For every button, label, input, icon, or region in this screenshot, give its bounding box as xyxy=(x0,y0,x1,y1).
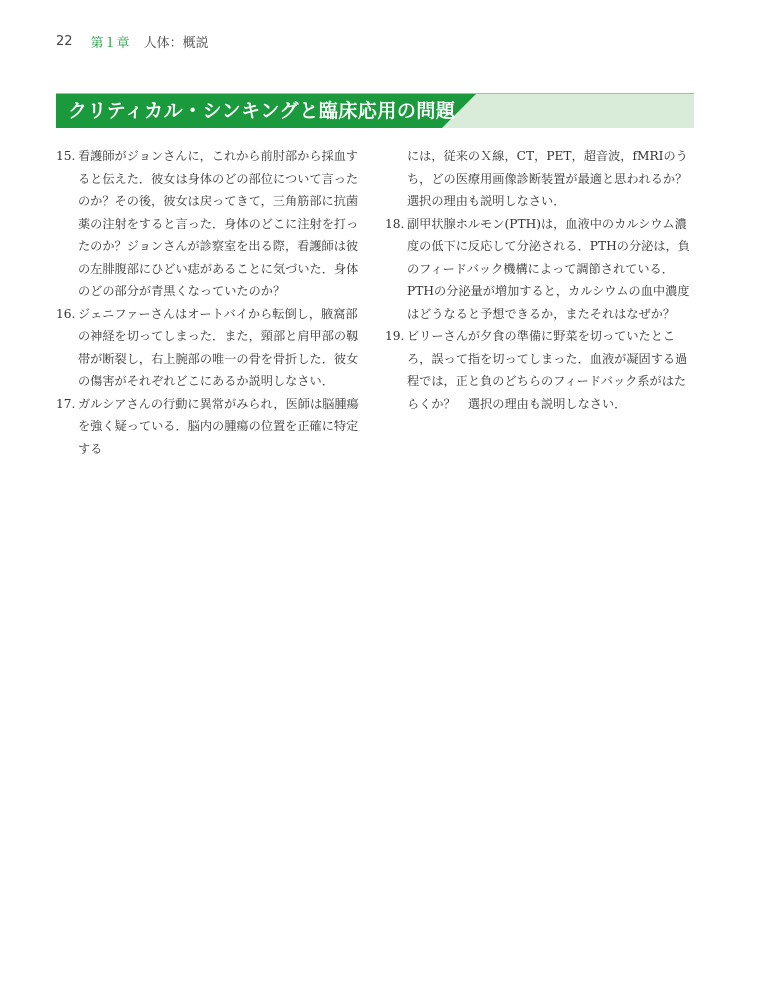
question-item xyxy=(385,213,693,326)
question-text: ガルシアさんの行動に異常がみられ，医師は脳腫瘍を強く疑っている．脳内の腫瘍の位置を正確に特定する xyxy=(78,396,359,456)
running-head xyxy=(56,31,209,51)
question-item xyxy=(56,145,364,303)
section-banner xyxy=(56,93,694,128)
question-number: 15. xyxy=(56,149,76,163)
banner-title: クリティカル・シンキングと臨床応用の問題 xyxy=(68,100,456,122)
right-column xyxy=(385,145,693,415)
question-number: 19. xyxy=(385,329,405,343)
question-text: ジェニファーさんはオートバイから転倒し，腋窩部の神経を切ってしまった．また，頸部と肩甲部の靱帯が断裂し，右上腕部の唯一の骨を骨折した．彼女の傷害がそれぞれどこにあるか説明しなさい． xyxy=(78,306,359,388)
question-continuation: には，従来のＸ線，CT，PET，超音波，fMRIのうち，どの医療用画像診断装置が最適と思われるか？選択の理由も説明しなさい． xyxy=(407,149,688,208)
question-number: 17. xyxy=(56,396,76,411)
question-text: 副甲状腺ホルモン(PTH)は，血液中のカルシウム濃度の低下に反応して分泌される．PTHの分泌は，負のフィードバック機構によって調節されている．PTHの分泌量が増加すると，カルシウムの血中濃度はどうなると予想できるか，またそれはなぜか？ xyxy=(407,216,690,321)
question-item xyxy=(385,325,693,415)
question-item xyxy=(56,393,364,461)
left-column xyxy=(56,145,364,460)
question-number: 16. xyxy=(56,306,76,321)
page-number: 22 xyxy=(56,33,73,49)
question-item xyxy=(56,303,364,393)
section-title: 人体：概説 xyxy=(143,35,209,51)
chapter-label: 第１章 xyxy=(90,35,130,51)
question-text: ビリーさんが夕食の準備に野菜を切っていたところ，誤って指を切ってしまった．血液が凝固する過程では，正と負のどちらのフィードバック系がはたらくか？ 選択の理由も説明しなさい． xyxy=(407,329,688,411)
question-text: 看護師がジョンさんに，これから前肘部から採血すると伝えた．彼女は身体のどの部位について言ったのか？その後，彼女は戻ってきて，三角筋部に抗菌薬の注射をすると言った．身体のどこに注射を打ったのか？ジョンさんが診察室を出る際，看護師は彼の左腓腹部にひどい痣があることに気づいた．身体のどの部分が青黒くなっていたのか？ xyxy=(78,149,359,298)
question-number: 18. xyxy=(385,216,405,231)
